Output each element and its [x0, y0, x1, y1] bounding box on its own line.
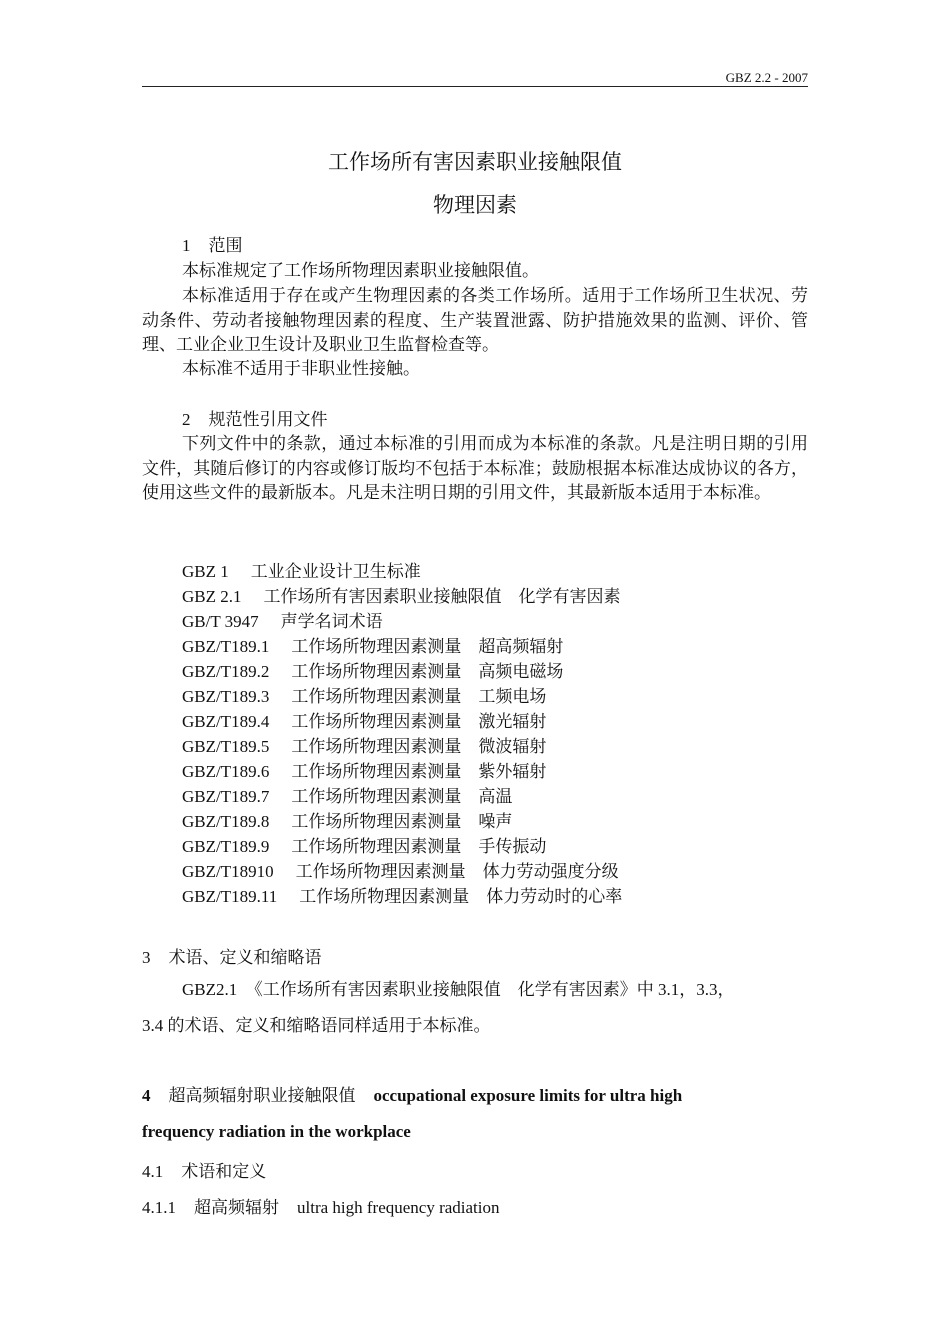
section-4-title-cn: 超高频辐射职业接触限值: [168, 1086, 356, 1105]
reference-title: 工作场所物理因素测量 高温: [291, 787, 513, 806]
section-4-1-1-title-en: ultra high frequency radiation: [297, 1198, 500, 1217]
section-4-1-title: 术语和定义: [181, 1162, 267, 1181]
reference-title: 工作场所物理因素测量 噪声: [291, 812, 513, 831]
reference-code: GBZ/T189.2: [182, 662, 270, 681]
reference-item: [182, 757, 546, 782]
section-2-paragraph-1: 下列文件中的条款，通过本标准的引用而成为本标准的条款。凡是注明日期的引用文件，其随后修订的内容或修订版均不包括于本标准；鼓励根据本标准达成协议的各方，使用这些文件的最新版本。凡是未注明日期的引用文件，其最新版本适用于本标准。: [142, 434, 808, 502]
reference-code: GBZ/T189.5: [182, 737, 270, 756]
reference-item: [182, 782, 512, 807]
section-4-title-en-continued: frequency radiation in the workplace: [142, 1122, 411, 1141]
reference-item: [182, 832, 546, 857]
section-1-number: 1: [182, 236, 191, 255]
reference-title: 工作场所物理因素测量 紫外辐射: [291, 762, 547, 781]
reference-item: [182, 682, 546, 707]
section-4-1-1-title-cn: 超高频辐射: [194, 1198, 279, 1217]
reference-title: 声学名词术语: [280, 612, 383, 631]
reference-code: GBZ/T18910: [182, 862, 274, 881]
reference-code: GBZ 1: [182, 562, 229, 581]
section-4-number: 4: [142, 1086, 151, 1105]
reference-title: 工作场所物理因素测量 工频电场: [291, 687, 547, 706]
document-subtitle: 物理因素: [433, 193, 517, 217]
reference-code: GBZ/T189.7: [182, 787, 270, 806]
section-2-number: 2: [182, 410, 191, 429]
section-1-title: 范围: [208, 236, 243, 255]
section-4-heading: [142, 1084, 682, 1108]
reference-title: 工作场所物理因素测量 手传振动: [291, 837, 547, 856]
section-3-line-2: 3.4 的术语、定义和缩略语同样适用于本标准。: [142, 1016, 491, 1035]
reference-code: GBZ/T189.9: [182, 837, 270, 856]
section-2-title: 规范性引用文件: [208, 410, 328, 429]
reference-item: [182, 557, 421, 582]
section-1-heading: [182, 234, 243, 258]
reference-title: 工作场所物理因素测量 超高频辐射: [291, 637, 564, 656]
section-4-title-en: occupational exposure limits for ultra high: [373, 1086, 683, 1105]
reference-code: GBZ/T189.4: [182, 712, 270, 731]
reference-code: GBZ/T189.3: [182, 687, 270, 706]
reference-item: [182, 807, 512, 832]
section-4-1-1-heading: [142, 1196, 500, 1220]
reference-title: 工作场所物理因素测量 高频电磁场: [291, 662, 564, 681]
section-1-paragraph-2: 本标准适用于存在或产生物理因素的各类工作场所。适用于工作场所卫生状况、劳动条件、劳动者接触物理因素的程度、生产装置泄露、防护措施效果的监测、评价、管理、工业企业卫生设计及职业卫生监督检查等。: [142, 286, 808, 354]
reference-code: GBZ/T189.6: [182, 762, 270, 781]
reference-item: [182, 632, 563, 657]
section-1-paragraph-3: 本标准不适用于非职业性接触。: [182, 359, 420, 378]
reference-item: [182, 732, 546, 757]
reference-item: [182, 882, 622, 907]
reference-title: 工业企业设计卫生标准: [250, 562, 421, 581]
document-code: GBZ 2.2 - 2007: [725, 70, 808, 85]
section-2-heading: [182, 408, 328, 432]
section-3-heading: [142, 946, 322, 970]
reference-item: [182, 857, 619, 882]
reference-code: GB/T 3947: [182, 612, 259, 631]
section-3-line-1: GBZ2.1 《工作场所有害因素职业接触限值 化学有害因素》中 3.1，3.3，: [182, 980, 735, 999]
section-4-1-number: 4.1: [142, 1162, 164, 1181]
reference-item: [182, 582, 621, 607]
section-3-title: 术语、定义和缩略语: [168, 948, 322, 967]
header-rule: [142, 86, 808, 87]
reference-code: GBZ/T189.8: [182, 812, 270, 831]
document-title: 工作场所有害因素职业接触限值: [328, 150, 622, 174]
reference-code: GBZ/T189.1: [182, 637, 270, 656]
reference-title: 工作场所物理因素测量 微波辐射: [291, 737, 547, 756]
reference-code: GBZ 2.1: [182, 587, 242, 606]
reference-title: 工作场所物理因素测量 体力劳动强度分级: [295, 862, 619, 881]
reference-title: 工作场所物理因素测量 激光辐射: [291, 712, 547, 731]
section-4-1-heading: [142, 1160, 266, 1184]
reference-code: GBZ/T189.11: [182, 887, 278, 906]
reference-item: [182, 657, 563, 682]
reference-item: [182, 707, 546, 732]
section-3-number: 3: [142, 948, 151, 967]
section-4-1-1-number: 4.1.1: [142, 1198, 176, 1217]
reference-title: 工作场所物理因素测量 体力劳动时的心率: [299, 887, 623, 906]
section-1-paragraph-1: 本标准规定了工作场所物理因素职业接触限值。: [182, 261, 539, 280]
reference-item: [182, 607, 383, 632]
reference-title: 工作场所有害因素职业接触限值 化学有害因素: [263, 587, 621, 606]
